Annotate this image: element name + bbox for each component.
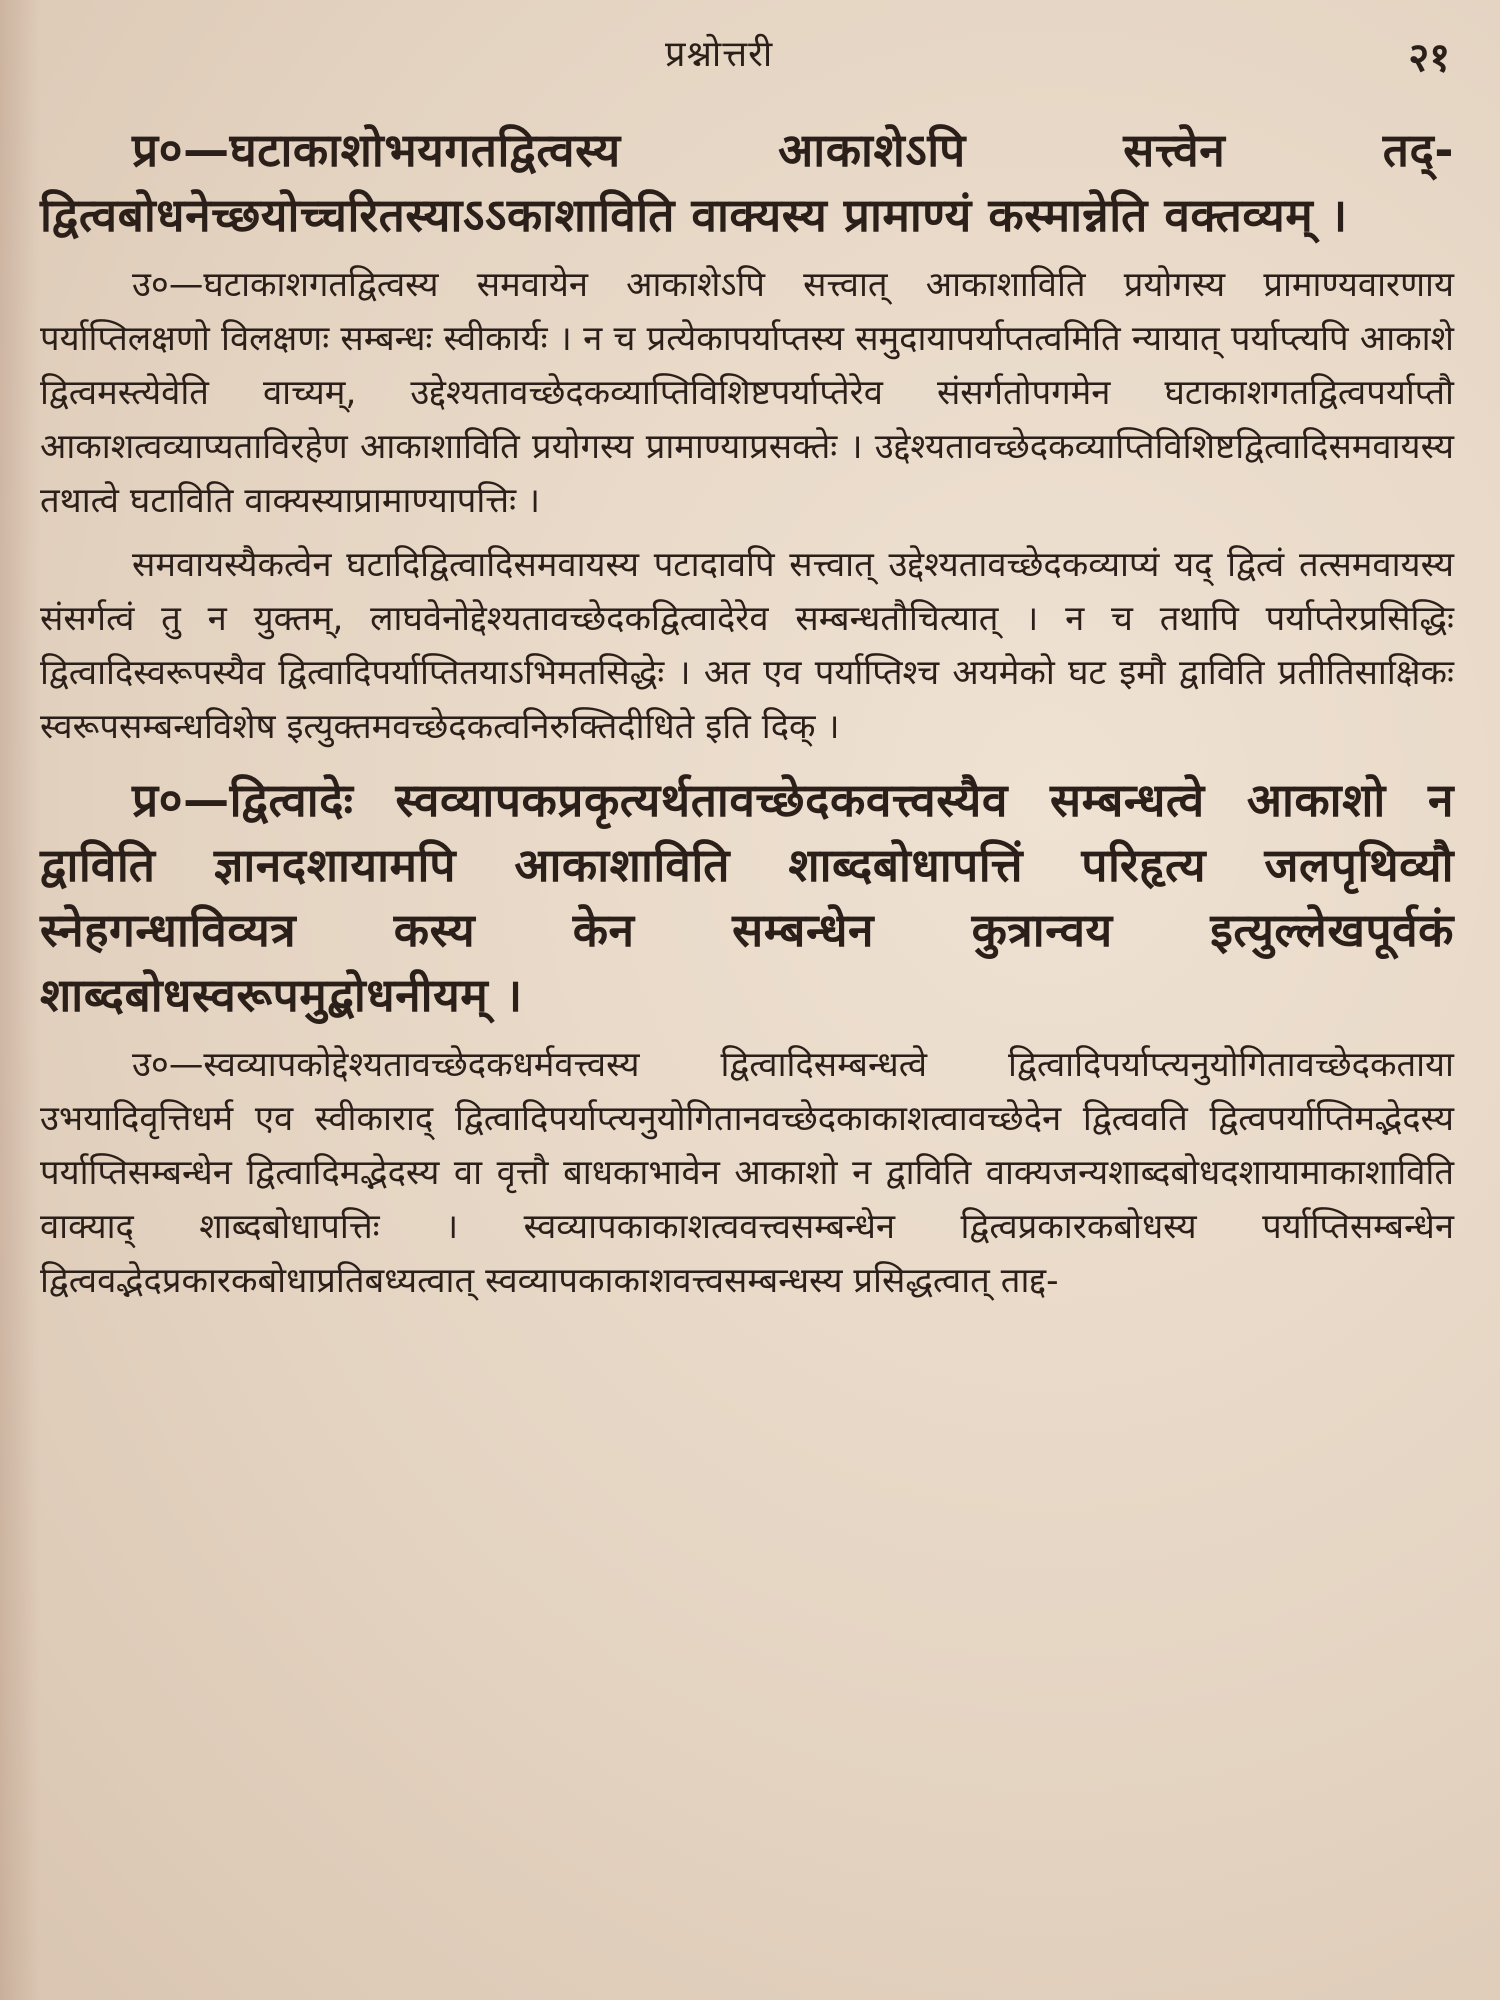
running-head — [40, 28, 1454, 81]
body-text — [40, 118, 1454, 1308]
answer-1-paragraph-2: समवायस्यैकत्वेन घटादिद्वित्वादिसमवायस्य पटादावपि सत्त्वात् उद्देश्यतावच्छेदकव्याप्यं यद् द्वित्वं तत्समवायस्य संसर्गत्वं तु न युक्तम्, लाघवेनोद्देश्यतावच्छेदकद्वित्वादेरेव सम्बन्धतौचित्यात् । न च तथापि पर्याप्तेरप्रसिद्धिः द्वित्वादिस्वरूपस्यैव द्वित्वादिपर्याप्तितयाऽभिमतसिद्धेः । अत एव पर्याप्तिश्च अयमेको घट इमौ द्वाविति प्रतीतिसाक्षिकः स्वरूपसम्बन्धविशेष इत्युक्तमवच्छेदकत्वनिरुक्तिदीधिते इति दिक् । — [40, 545, 1454, 747]
question-1: प्र०—घटाकाशोभयगतद्वित्वस्य आकाशेऽपि सत्त्वेन तद्-द्वित्वबोधनेच्छयोच्चरितस्याऽऽकाशाविति वाक्यस्य प्रामाण्यं कस्मान्नेति वक्तव्यम् । — [40, 123, 1454, 242]
answer-2: उ०—स्वव्यापकोद्देश्यतावच्छेदकधर्मवत्त्वस्य द्वित्वादिसम्बन्धत्वे द्वित्वादिपर्याप्त्यनुयोगितावच्छेदकताया उभयादिवृत्तिधर्म एव स्वीकाराद् द्वित्वादिपर्याप्त्यनुयोगितानवच्छेदकाकाशत्वावच्छेदेन द्वित्ववति द्वित्वपर्याप्तिमद्भेदस्य पर्याप्तिसम्बन्धेन द्वित्वादिमद्भेदस्य वा वृत्तौ बाधकाभावेन आकाशो न द्वाविति वाक्यजन्यशाब्दबोधदशायामाकाशाविति वाक्याद् शाब्दबोधापत्तिः । स्वव्यापकाकाशत्ववत्त्वसम्बन्धेन द्वित्वप्रकारकबोधस्य पर्याप्तिसम्बन्धेन द्वित्ववद्भेदप्रकारकबोधाप्रतिबध्यत्वात् स्वव्यापकाकाशवत्त्वसम्बन्धस्य प्रसिद्धत्वात् ताद्द- — [40, 1045, 1454, 1301]
page-number: २१ — [1408, 34, 1450, 81]
answer-1-paragraph-1: उ०—घटाकाशगतद्वित्वस्य समवायेन आकाशेऽपि सत्त्वात् आकाशाविति प्रयोगस्य प्रामाण्यवारणाय पर्याप्तिलक्षणो विलक्षणः सम्बन्धः स्वीकार्यः । न च प्रत्येकापर्याप्तस्य समुदायापर्याप्तत्वमिति न्यायात् पर्याप्त्यपि आकाशे द्वित्वमस्त्येवेति वाच्यम्, उद्देश्यतावच्छेदकव्याप्तिविशिष्टपर्याप्तेरेव संसर्गतोपगमेन घटाकाशगतद्वित्वपर्याप्तौ आकाशत्वव्याप्यताविरहेण आकाशाविति प्रयोगस्य प्रामाण्याप्रसक्तेः । उद्देश्यतावच्छेदकव्याप्तिविशिष्टद्वित्वादिसमवायस्य तथात्वे घटाविति वाक्यस्याप्रामाण्यापत्तिः । — [40, 265, 1454, 521]
question-2: प्र०—द्वित्वादेः स्वव्यापकप्रकृत्यर्थतावच्छेदकवत्त्वस्यैव सम्बन्धत्वे आकाशो न द्वाविति ज्ञानदशायामपि आकाशाविति शाब्दबोधापत्तिं परिहृत्य जलपृथिव्यौ स्नेहगन्धाविव्यत्र कस्य केन सम्बन्धेन कुत्रान्वय इत्युल्लेखपूर्वकं शाब्दबोधस्वरूपमुद्बोधनीयम् । — [40, 773, 1454, 1022]
running-title: प्रश्नोत्तरी — [665, 34, 774, 75]
